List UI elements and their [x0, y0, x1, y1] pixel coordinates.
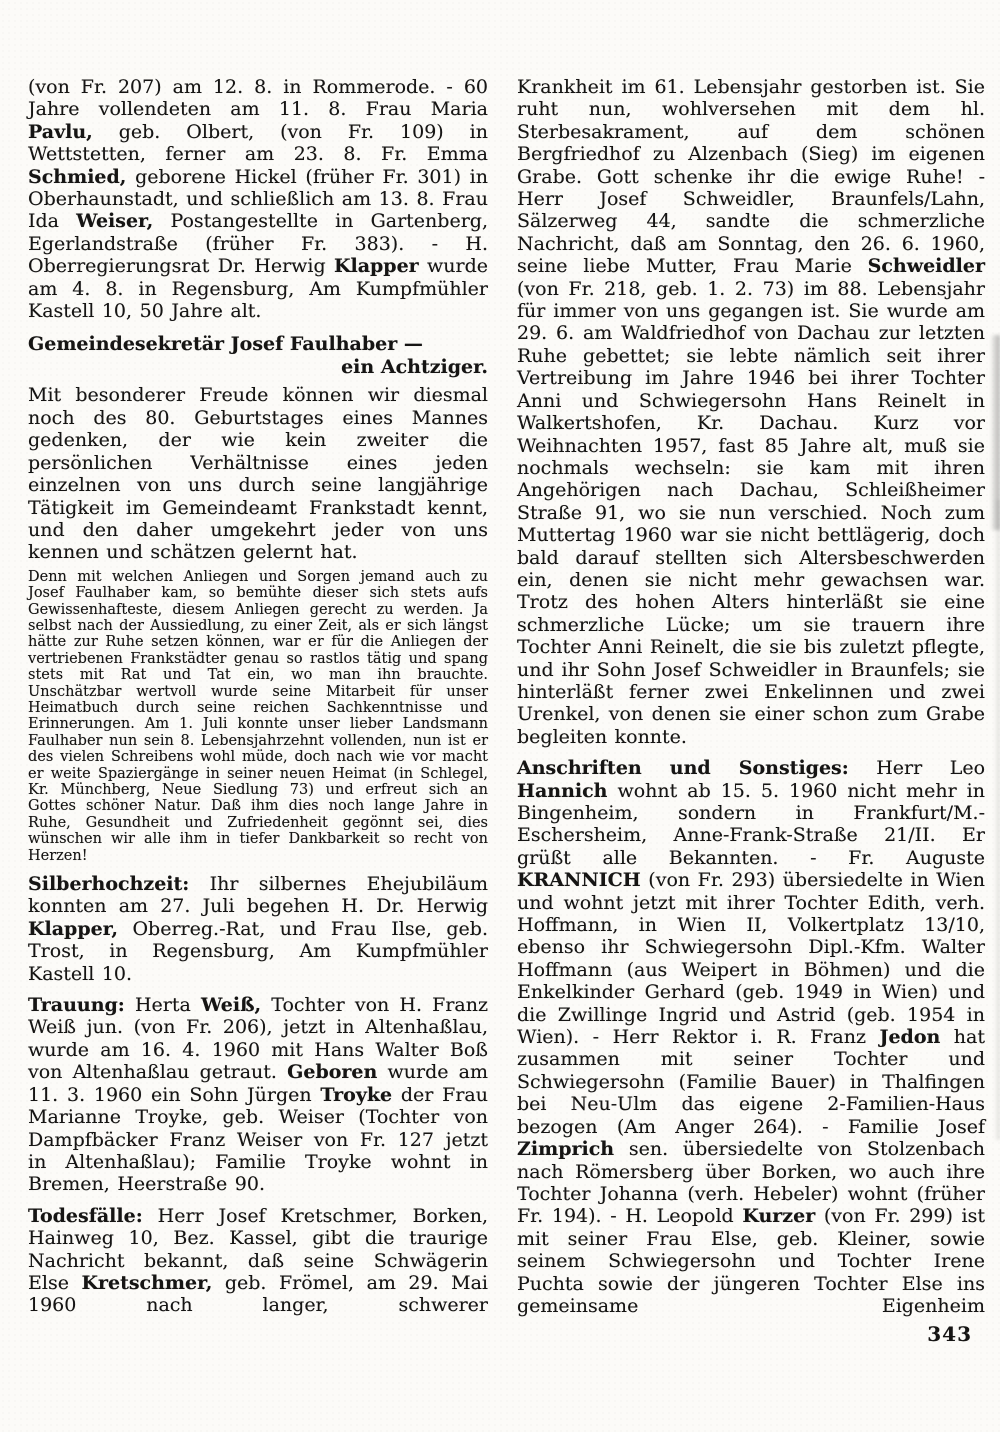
bold-text-run: Schweidler: [867, 255, 985, 278]
text-run: wohnt ab 15. 5. 1960 nicht mehr in Bingenheim, sondern in Frankfurt/M.-Eschersheim, Anne-Frank-Straße 21/II. Er grüßt alle Bekannten. - Fr. Auguste: [517, 779, 985, 869]
bold-text-run: Hannich: [517, 779, 608, 802]
bold-text-run: Kurzer: [742, 1205, 816, 1228]
text-run: (von Fr. 218, geb. 1. 2. 73) im 88. Lebensjahr für immer von uns gegangen ist. Sie wurde am 29. 6. am Waldfriedhof von Dachau zur letzten Ruhe gebettet; sie lebte nämlich seit ihrer Vertreibung im Jahre 1946 bei ihrer Tochter Anni und Schwiegersohn Hans Reinelt in Walkertshofen, Kr. Dachau. Kurz vor Weihnachten 1957, fast 85 Jahre alt, muß sie nochmals wechseln: sie kam mit ihren Angehörigen nach Dachau, Schleißheimer Straße 91, wo sie nun verschied. Noch zum Muttertag 1960 war sie nicht bettlägerig, doch bald darauf stellten sich Altersbeschwerden ein, denen sie nicht mehr gewachsen war. Trotz des hohen Alters hinterläßt sie eine schmerzliche Lücke; um sie trauern ihre Tochter Anni Reinelt, die sie bis zuletzt pflegte, und ihr Sohn Josef Schweidler in Braunfels; sie hinterläßt ferner zwei Enkelinnen und zwei Urenkel, von denen sie einer schon zum Grabe begleiten konnte.: [517, 277, 985, 748]
text-run: hat zusammen mit seiner Tochter und Schwiegersohn (Familie Bauer) in Thalfingen bei Neu-Ulm das eigene 2-Familien-Haus bezogen (Am Anger 264). - Familie Josef: [517, 1026, 985, 1138]
text-run: (von Fr. 207) am 12. 8. in Rommerode. - 60 Jahre vollendeten am 11. 8. Frau Maria: [28, 76, 488, 121]
heading-line: ein Achtziger.: [341, 356, 488, 379]
text-run: Ihr silbernes Ehejubiläum konnten am 27. Juli begehen H. Dr. Herwig: [28, 873, 488, 918]
bold-text-run: Geboren: [287, 1061, 378, 1084]
text-columns: [28, 76, 985, 1317]
text-run: geborene Hickel (früher Fr. 301) in Oberhaunstadt, und schließlich am 13. 8. Frau Ida: [28, 165, 488, 233]
bold-text-run: KRANNICH: [517, 869, 641, 892]
text-run: Krankheit im 61. Lebensjahr gestorben ist. Sie ruht nun, wohlversehen mit dem hl. Sterbesakrament, auf dem schönen Bergfriedhof zu Alzenbach (Sieg) im eigenen Grabe. Gott schenke ihr die ewige Ruhe! - Herr Josef Schweidler, Braunfels/Lahn, Sälzerweg 44, sandte die schmerzliche Nachricht, daß am Sonntag, den 26. 6. 1960, seine liebe Mutter, Frau Marie: [517, 76, 985, 278]
text-run: Postangestellte in Gartenberg, Egerlandstraße (früher Fr. 383). - H. Oberregierungsrat Dr. Herwig: [28, 210, 488, 278]
paragraph: [28, 384, 488, 563]
text-run: Tochter von H. Franz Weiß jun. (von Fr. 206), jetzt in Altenhaßlau, wurde am 16. 4. 1960 mit Hans Walter Boß von Altenhaßlau getraut.: [28, 994, 488, 1084]
text-run: sen. übersiedelte von Stolzenbach nach Römersberg über Borken, wo auch ihre Tochter Johanna (verh. Hebeler) wohnt (früher Fr. 194). - H. Leopold: [517, 1138, 985, 1228]
bold-text-run: Schmied,: [28, 165, 127, 188]
page-number: 343: [927, 1322, 972, 1346]
bold-text-run: Kretschmer,: [81, 1271, 213, 1294]
text-run: Herr Leo: [848, 757, 986, 780]
text-run: wurde am 4. 8. in Regensburg, Am Kumpfmühler Kastell 10, 50 Jahre alt.: [28, 255, 488, 323]
bold-text-run: Anschriften und Sonstiges:: [517, 757, 849, 780]
bold-text-run: Jedon: [879, 1026, 941, 1049]
paragraph: [517, 757, 985, 1317]
text-run: (von Fr. 293) übersiedelte in Wien und wohnt jetzt mit ihrer Tochter Edith, verh. Hoffmann, in Wien II, Volkertplatz 13/10, ebenso ihr Schwiegersohn Dipl.-Kfm. Walter Hoffmann (aus Weipert in Böhmen) und die Enkelkinder Gerhard (geb. 1949 in Wien) und die Zwillinge Ingrid und Astrid (geb. 1954 in Wien). - Herr Rektor i. R. Franz: [517, 869, 985, 1049]
small-print-paragraph: [28, 569, 488, 864]
text-run: Oberreg.-Rat, und Frau Ilse, geb. Trost, in Regensburg, Am Kumpfmühler Kastell 10.: [28, 917, 488, 985]
text-column-left: [28, 76, 488, 1317]
paragraph: [28, 873, 488, 985]
paragraph: [517, 76, 985, 748]
bold-text-run: Silberhochzeit:: [28, 873, 190, 896]
bold-text-run: Klapper,: [28, 917, 118, 940]
bold-text-run: Pavlu,: [28, 120, 93, 143]
text-run: geb. Olbert, (von Fr. 109) in Wettstetten, ferner am 23. 8. Fr. Emma: [28, 120, 488, 166]
text-run: geb. Frömel, am 29. Mai 1960 nach langer, schwerer: [28, 1271, 488, 1317]
bold-text-run: Troyke: [320, 1083, 393, 1106]
bold-text-run: Todesfälle:: [28, 1204, 143, 1227]
paragraph: [28, 76, 488, 322]
bold-text-run: Weiß,: [200, 994, 262, 1017]
heading-line: Gemeindesekretär Josef Faulhaber —: [28, 333, 423, 356]
scan-shadow-right-edge: [994, 500, 1000, 1140]
text-run: (von Fr. 299) ist mit seiner Frau Else, geb. Kleiner, sowie seinem Schwiegersohn und Tochter Irene Puchta sowie der jüngeren Tochter Else ins gemeinsame Eigenheim: [517, 1205, 985, 1317]
bold-text-run: Klapper: [333, 255, 419, 278]
text-column-right: [517, 76, 985, 1317]
text-run: Denn mit welchen Anliegen und Sorgen jemand auch zu Josef Faulhaber kam, so bemühte dieser sich stets aufs Gewissenhafteste, diesem Anliegen gerecht zu werden. Ja selbst nach der Aussiedlung, zu einer Zeit, als er sich längst hätte zur Ruhe setzen können, war er für die Anliegen der vertriebenen Frankstädter genau so rastlos tätig und spang stets mit Rat und Tat ein, wo man ihn brauchte. Unschätzbar wertvoll wurde seine Mitarbeit für unser Heimatbuch durch seine reichen Sachkenntnisse und Erinnerungen. Am 1. Juli konnte unser lieber Landsmann Faulhaber nun sein 8. Lebensjahrzehnt vollenden, nun ist er des vielen Schreibens wohl müde, doch nach wie vor macht er weite Spaziergänge in seiner neuen Heimat (in Schlegel, Kr. Münchberg, Neue Siedlung 73) und erfreut sich an Gottes schöner Natur. Daß ihm dies noch lange Jahre in Ruhe, Gesundheit und Zufriedenheit gegönnt sei, dies wünschen wir alle ihm in tiefer Dankbarkeit so recht von Herzen!: [28, 568, 488, 864]
paragraph: [28, 1205, 488, 1317]
text-run: wurde am 11. 3. 1960 ein Sohn Jürgen: [28, 1061, 489, 1106]
bold-text-run: Weiser,: [76, 210, 154, 233]
text-run: Herta: [124, 994, 201, 1017]
text-run: der Frau Marianne Troyke, geb. Weiser (Tochter von Dampfbäcker Franz Weiser von Fr. 127 jetzt in Altenhaßlau); Familie Troyke wohnt in Bremen, Heerstraße 90.: [28, 1083, 488, 1196]
section-heading: [28, 333, 488, 379]
text-run: Mit besonderer Freude können wir diesmal noch des 80. Geburtstages eines Mannes gedenken, der wie kein zweiter die persönlichen Verhältnisse eines jeden einzelnen von uns durch seine langjährige Tätigkeit im Gemeindeamt Frankstadt kennt, und den daher umgekehrt jeder von uns kennen und schätzen gelernt hat.: [28, 384, 488, 564]
bold-text-run: Zimprich: [517, 1138, 615, 1161]
bold-text-run: Trauung:: [28, 994, 125, 1017]
text-run: Herr Josef Kretschmer, Borken, Hainweg 10, Bez. Kassel, gibt die traurige Nachricht bekannt, daß seine Schwägerin Else: [28, 1204, 488, 1294]
paragraph: [28, 994, 488, 1196]
